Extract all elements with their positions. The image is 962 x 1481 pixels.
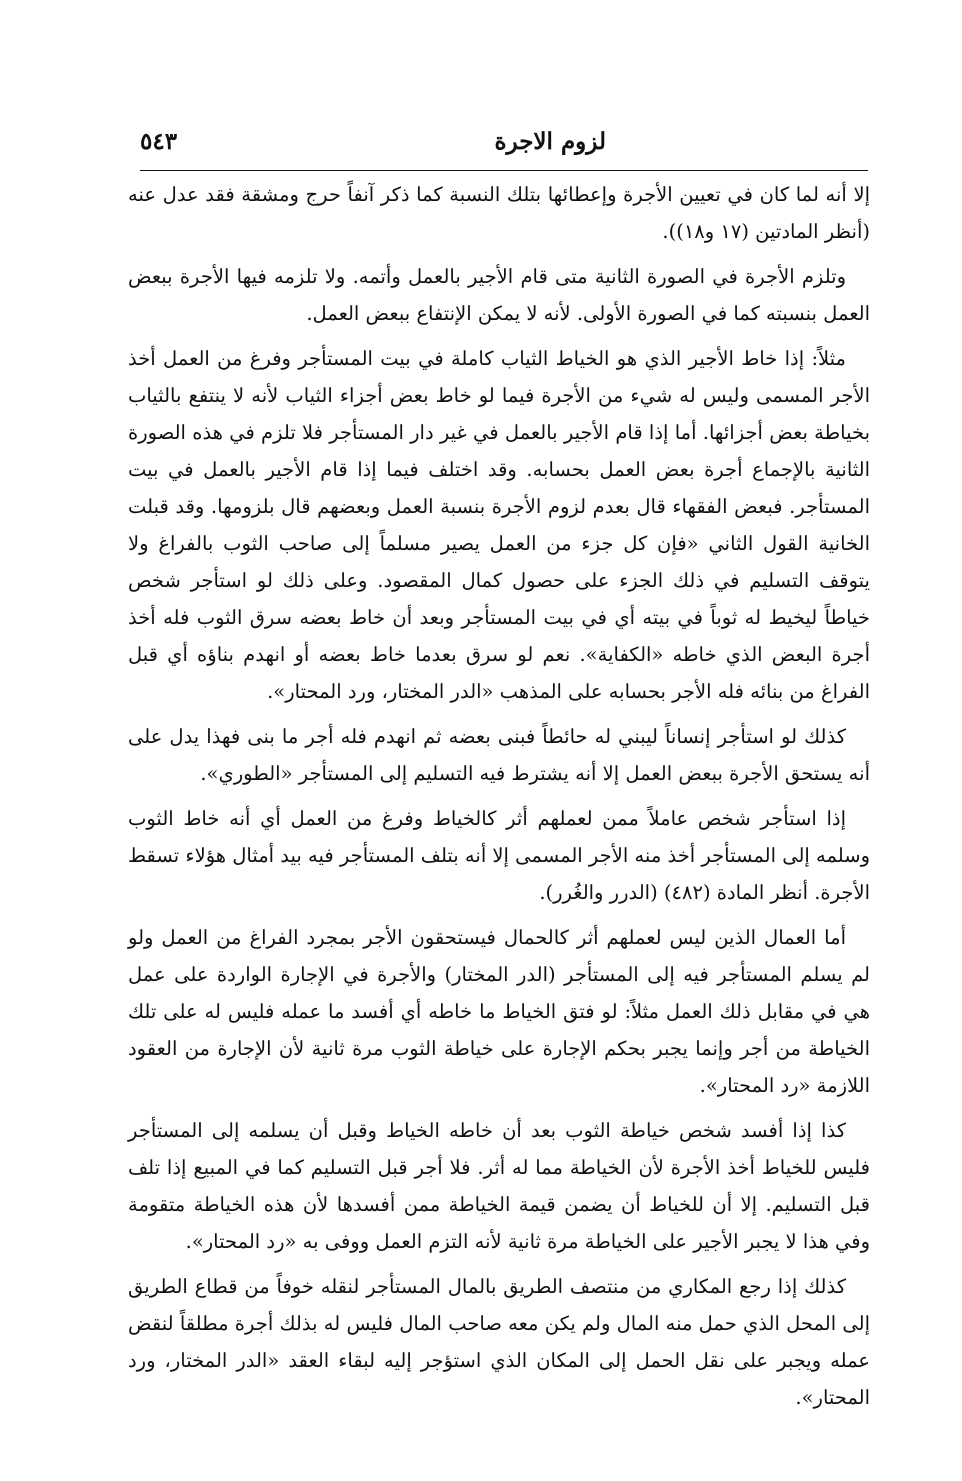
page-body (128, 176, 870, 1424)
page-number: ٥٤٣ (140, 128, 178, 155)
paragraph: وتلزم الأجرة في الصورة الثانية متى قام الأجير بالعمل وأتمه. ولا تلزمه فيها الأجرة ببعض العمل بنسبته كما في الصورة الأولى. لأنه لا يمكن الإنتفاع ببعض العمل. (128, 265, 870, 325)
header-divider (140, 170, 868, 171)
paragraph: كذلك إذا رجع المكاري من منتصف الطريق بالمال المستأجر لنقله خوفاً من قطاع الطريق إلى المحل الذي حمل منه المال ولم يكن معه صاحب المال فليس له بذلك أجرة مطلقاً لنقض عمله ويجبر على نقل الحمل إلى المكان الذي استؤجر إليه لبقاء العقد «الدر المختار، ورد المحتار». (128, 1275, 870, 1409)
paragraph: كذا إذا أفسد شخص خياطة الثوب بعد أن خاطه الخياط وقبل أن يسلمه إلى المستأجر فليس للخياط أخذ الأجرة لأن الخياطة مما له أثر. فلا أجر قبل التسليم كما في المبيع إذا تلف قبل التسليم. إلا أن للخياط أن يضمن قيمة الخياطة ممن أفسدها لأن هذه الخياطة متقومة وفي هذا لا يجبر الأجير على الخياطة مرة ثانية لأنه التزم العمل ووفى به «رد المحتار». (128, 1119, 870, 1253)
running-title: لزوم الاجرة (494, 128, 606, 155)
paragraph: إذا استأجر شخص عاملاً ممن لعملهم أثر كالخياط وفرغ من العمل أي أنه خاط الثوب وسلمه إلى المستأجر أخذ منه الأجر المسمى إلا أنه بتلف المستأجر فيه بيد أمثال هؤلاء تسقط الأجرة. أنظر المادة (٤٨٢) (الدرر والغُرر). (128, 807, 870, 904)
paragraph: إلا أنه لما كان في تعيين الأجرة وإعطائها بتلك النسبة كما ذكر آنفاً حرج ومشقة فقد عدل عنه (أنظر المادتين (١٧ و١٨)). (128, 183, 870, 243)
paragraph: مثلاً: إذا خاط الأجير الذي هو الخياط الثياب كاملة في بيت المستأجر وفرغ من العمل أخذ الأجر المسمى وليس له شيء من الأجرة فيما لو خاط بعض أجزاء الثياب لأنه لا ينتفع بالثياب بخياطة بعض أجزائها. أما إذا قام الأجير بالعمل في غير دار المستأجر فلا تلزم في هذه الصورة الثانية بالإجماع أجرة بعض العمل بحسابه. وقد اختلف فيما إذا قام الأجير بالعمل في بيت المستأجر. فبعض الفقهاء قال بعدم لزوم الأجرة بنسبة العمل وبعضهم قال بلزومها. وقد قبلت الخانية القول الثاني «فإن كل جزء من العمل يصير مسلماً إلى صاحب الثوب بالفراغ ولا يتوقف التسليم في ذلك الجزء على حصول كمال المقصود. وعلى ذلك لو استأجر شخص خياطاً ليخيط له ثوباً في بيته أي في بيت المستأجر وبعد أن خاط بعضه سرق الثوب فله أخذ أجرة البعض الذي خاطه «الكفاية». نعم لو سرق بعدما خاط بعضه أو انهدم بناؤه أي قبل الفراغ من بنائه فله الأجر بحسابه على المذهب «الدر المختار، ورد المحتار». (128, 347, 870, 703)
page-header (140, 126, 868, 166)
paragraph: أما العمال الذين ليس لعملهم أثر كالحمال فيستحقون الأجر بمجرد الفراغ من العمل ولو لم يسلم المستأجر فيه إلى المستأجر (الدر المختار) والأجرة في الإجارة الواردة على عمل هي في مقابل ذلك العمل مثلاً: لو فتق الخياط ما خاطه أي أفسد ما عمله فليس له على تلك الخياطة من أجر وإنما يجبر بحكم الإجارة على خياطة الثوب مرة ثانية لأن الإجارة من العقود اللازمة «رد المحتار». (128, 926, 870, 1097)
paragraph: كذلك لو استأجر إنساناً ليبني له حائطاً فبنى بعضه ثم انهدم فله أجر ما بنى فهذا يدل على أنه يستحق الأجرة ببعض العمل إلا أنه يشترط فيه التسليم إلى المستأجر «الطوري». (128, 725, 870, 785)
